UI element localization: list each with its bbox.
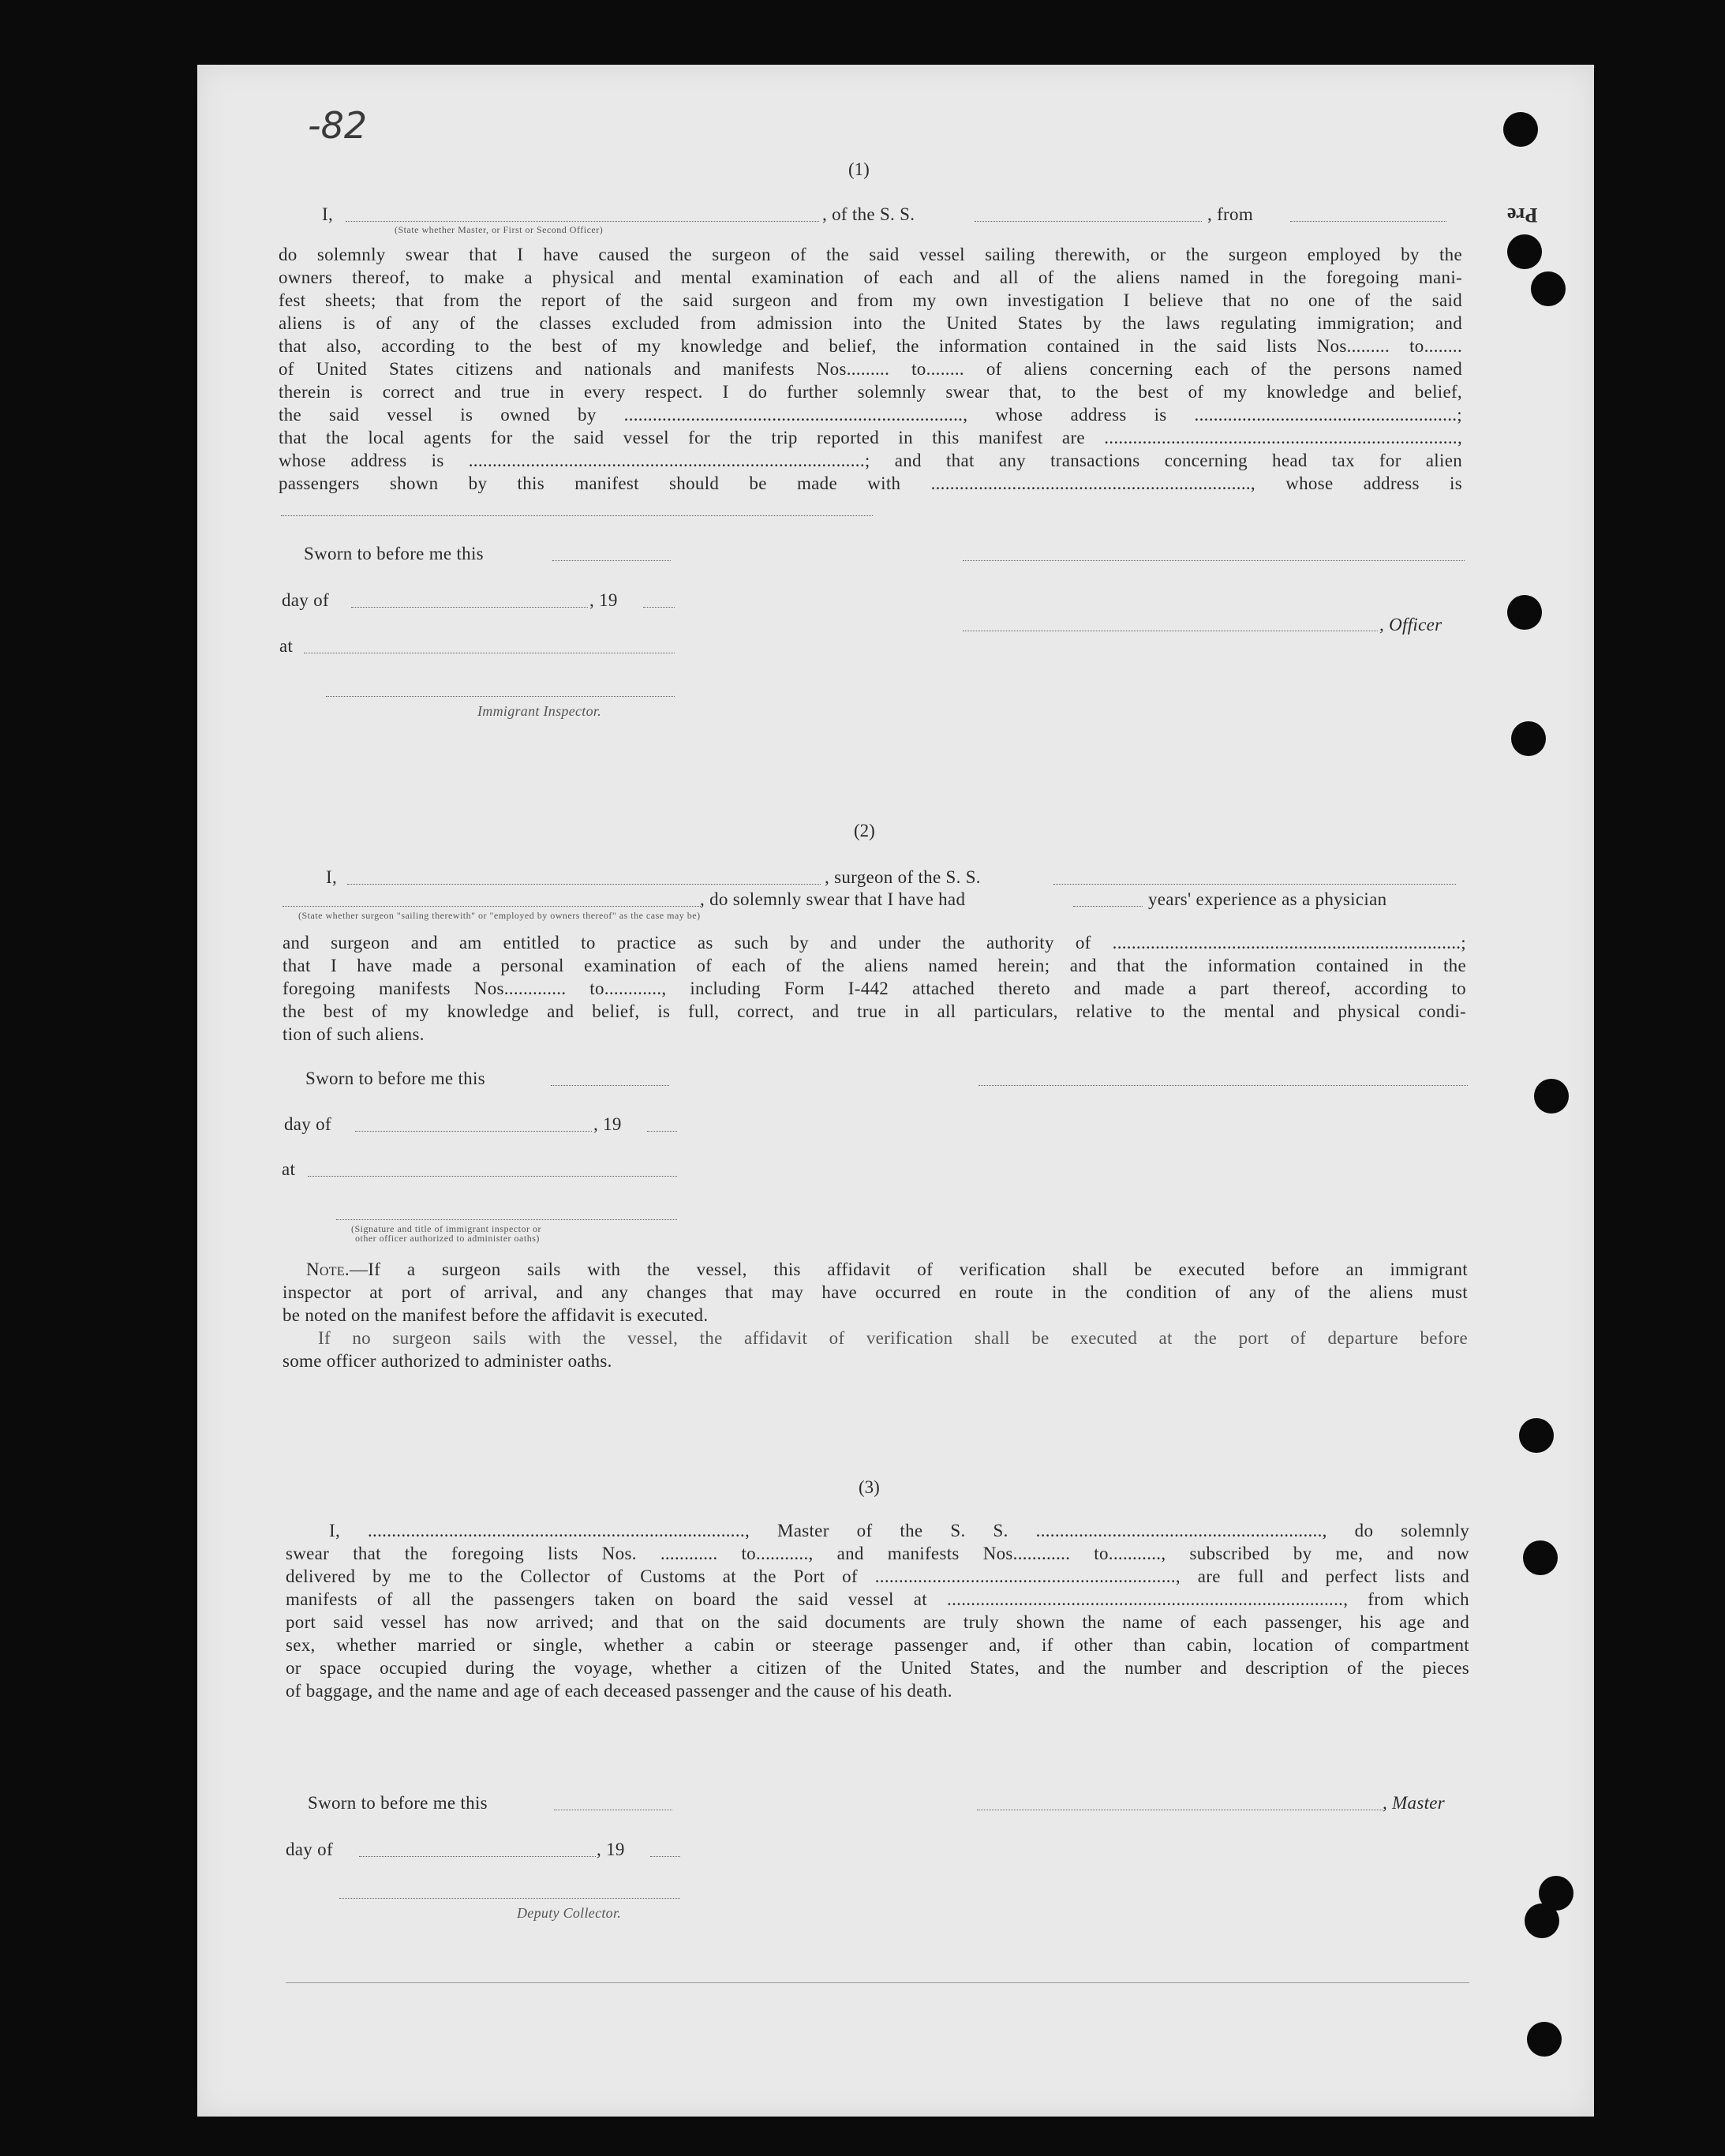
s1-line1-vessel: , of the S. S. bbox=[822, 204, 915, 224]
s1-line1-intro: I, bbox=[322, 204, 334, 224]
punch-hole bbox=[1525, 1903, 1559, 1938]
section-1-number: (1) bbox=[848, 159, 870, 179]
s1-body-line: do solemnly swear that I have caused the surgeon of the said vessel sailing therewith, or the surgeon employed by the bbox=[279, 245, 1462, 264]
s1-officer-label: , Officer bbox=[1379, 615, 1442, 634]
s1-body-line: whose address is ...................................................................................; and that any transactions concerning head tax for alien bbox=[279, 451, 1462, 470]
punch-hole bbox=[1531, 271, 1566, 306]
s2-sworn: Sworn to before me this bbox=[305, 1069, 485, 1088]
note-label: Note. bbox=[306, 1260, 350, 1279]
s2-body-line: that I have made a personal examination of each of the aliens named herein; and that the information contained in the bbox=[283, 956, 1466, 975]
s3-day-of: day of bbox=[286, 1840, 333, 1859]
s3-master-label: , Master bbox=[1383, 1793, 1446, 1813]
s1-body-line: that the local agents for the said vessel for the trip reported in this manifest are .........................................................................., bbox=[279, 428, 1462, 447]
s2-line2-years: years' experience as a physician bbox=[1148, 889, 1387, 909]
s2-day-of: day of bbox=[284, 1114, 331, 1134]
s1-at: at bbox=[279, 636, 294, 656]
punch-hole bbox=[1507, 595, 1542, 630]
punch-hole bbox=[1523, 1540, 1558, 1575]
pencil-page-number: -82 bbox=[308, 104, 368, 147]
note-line: —If a surgeon sails with the vessel, this affidavit of verification shall be executed before an immigrant bbox=[349, 1260, 1468, 1279]
s2-surgeon-hint: (State whether surgeon "sailing therewith" or "employed by owners thereof" as the case may be) bbox=[298, 910, 701, 921]
punch-hole bbox=[1519, 1418, 1554, 1453]
s3-body-line: manifests of all the passengers taken on board the said vessel at ..................................................................................., from which bbox=[286, 1589, 1469, 1609]
note-line: If no surgeon sails with the vessel, the affidavit of verification shall be executed at the port of departure before bbox=[318, 1328, 1468, 1348]
s3-body-line: or space occupied during the voyage, whether a citizen of the United States, and the number and description of the pieces bbox=[286, 1658, 1469, 1678]
s3-year: , 19 bbox=[597, 1840, 625, 1859]
s1-year: , 19 bbox=[589, 590, 618, 610]
punch-hole bbox=[1511, 721, 1546, 756]
edge-text: Pre bbox=[1507, 204, 1538, 226]
s2-signature-hint: other officer authorized to administer oaths) bbox=[355, 1233, 540, 1244]
s2-at: at bbox=[282, 1159, 296, 1179]
s1-body-line: that also, according to the best of my knowledge and belief, the information contained in the said lists Nos......... to........ bbox=[279, 336, 1462, 356]
s2-line1-intro: I, bbox=[326, 867, 338, 887]
punch-hole bbox=[1507, 234, 1542, 269]
s2-year: , 19 bbox=[593, 1114, 622, 1134]
punch-hole bbox=[1503, 112, 1538, 147]
s3-body-line: swear that the foregoing lists Nos. ............ to..........., and manifests Nos............ to..........., subscribed by me, and now bbox=[286, 1544, 1469, 1563]
s2-body-line: and surgeon and am entitled to practice as such by and under the authority of .........................................................................; bbox=[283, 933, 1466, 953]
s3-body-line: of baggage, and the name and age of each deceased passenger and the cause of his death. bbox=[286, 1681, 952, 1701]
document-sheet bbox=[197, 65, 1594, 2117]
s2-line2-swear: , do solemnly swear that I have had bbox=[700, 889, 966, 909]
s1-body-line: fest sheets; that from the report of the said surgeon and from my own investigation I believe that no one of the said bbox=[279, 290, 1462, 310]
s3-body-line: sex, whether married or single, whether a cabin or steerage passenger and, if other than cabin, location of compartment bbox=[286, 1635, 1469, 1655]
s1-rank-hint: (State whether Master, or First or Second Officer) bbox=[395, 224, 604, 235]
s3-sworn: Sworn to before me this bbox=[308, 1793, 488, 1813]
note-line: be noted on the manifest before the affidavit is executed. bbox=[283, 1305, 709, 1325]
s2-line1-vessel: , surgeon of the S. S. bbox=[825, 867, 981, 887]
section-2-number: (2) bbox=[854, 821, 875, 840]
s1-body-line: aliens is of any of the classes excluded from admission into the United States by the laws regulating immigration; and bbox=[279, 313, 1462, 333]
s1-inspector-label: Immigrant Inspector. bbox=[477, 703, 601, 719]
s1-sworn: Sworn to before me this bbox=[304, 544, 484, 563]
note-line: some officer authorized to administer oaths. bbox=[283, 1351, 612, 1371]
section-3-number: (3) bbox=[859, 1477, 880, 1497]
s2-body-line: foregoing manifests Nos............. to............, including Form I-442 attached thereto and made a part thereof, according to bbox=[283, 979, 1466, 998]
s3-body-line: port said vessel has now arrived; and that on the said documents are truly shown the name of each passenger, his age and bbox=[286, 1612, 1469, 1632]
s1-body-line: owners thereof, to make a physical and mental examination of each and all of the aliens named in the foregoing mani- bbox=[279, 268, 1462, 287]
s1-body-line: the said vessel is owned by ......................................................................., whose address is .......................................................; bbox=[279, 405, 1462, 425]
s3-collector-label: Deputy Collector. bbox=[517, 1905, 622, 1921]
s1-body-line: of United States citizens and nationals and manifests Nos......... to........ of aliens concerning each of the persons named bbox=[279, 359, 1462, 379]
punch-hole bbox=[1534, 1079, 1569, 1114]
s1-body-line: passengers shown by this manifest should be made with ..................................................................., whose address is bbox=[279, 473, 1462, 493]
punch-hole bbox=[1527, 2022, 1562, 2057]
s3-body bbox=[286, 1519, 1469, 1702]
s2-body bbox=[283, 931, 1466, 1046]
s2-signature-hint: (Signature and title of immigrant inspector or bbox=[351, 1223, 541, 1234]
s2-body-line: the best of my knowledge and belief, is full, correct, and true in all particulars, relative to the mental and physical condi- bbox=[283, 1001, 1466, 1021]
s2-body-line: tion of such aliens. bbox=[283, 1024, 425, 1044]
s1-body bbox=[279, 243, 1462, 495]
s3-body-line: I, ..............................................................................., Master of the S. S. ............................................................, do solemnly bbox=[329, 1521, 1469, 1540]
s1-line1-from: , from bbox=[1207, 204, 1254, 224]
s3-body-line: delivered by me to the Collector of Customs at the Port of ..............................................................., are full and perfect lists and bbox=[286, 1566, 1469, 1586]
note-line: inspector at port of arrival, and any changes that may have occurred en route in the condition of any of the aliens must bbox=[283, 1282, 1468, 1302]
s1-day-of: day of bbox=[282, 590, 329, 610]
s2-note bbox=[283, 1258, 1468, 1372]
s1-body-line: therein is correct and true in every respect. I do further solemnly swear that, to the best of my knowledge and belief, bbox=[279, 382, 1462, 402]
